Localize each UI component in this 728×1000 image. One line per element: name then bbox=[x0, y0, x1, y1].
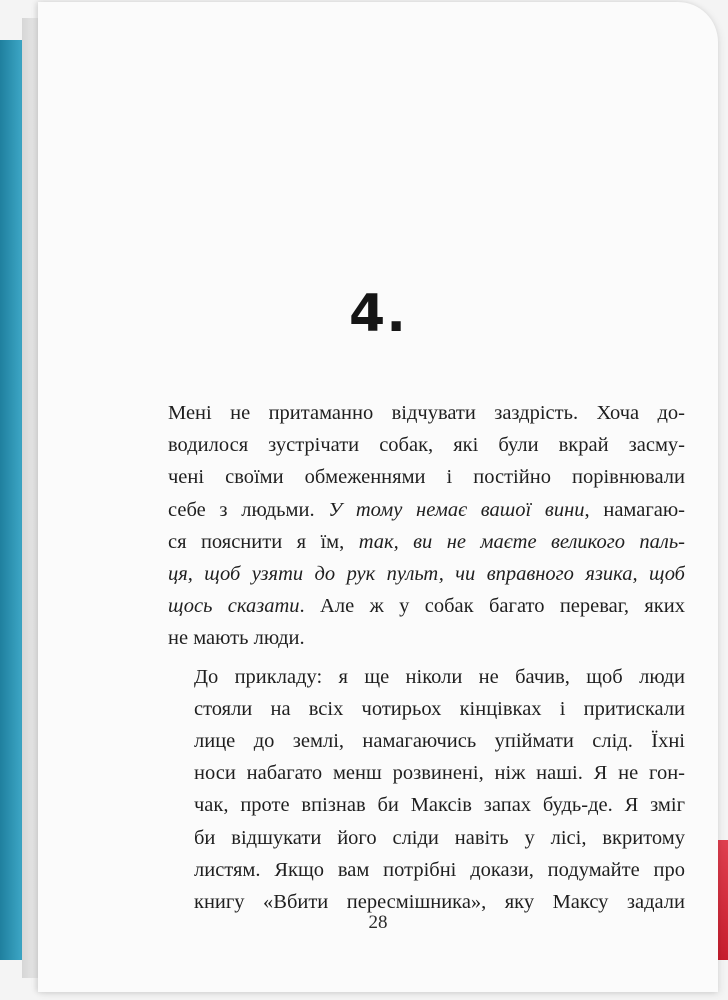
body-text bbox=[168, 397, 685, 918]
text-line: листям. Якщо вам потрібні докази, подумайте про bbox=[194, 858, 685, 881]
chapter-number: 4. bbox=[349, 284, 407, 344]
text-line: лице до землі, намагаючись упіймати слід. Їхні bbox=[194, 730, 685, 753]
text-line bbox=[168, 558, 685, 590]
text-line: книгу «Вбити пересмішника», яку Максу задали bbox=[194, 891, 685, 914]
text-line bbox=[168, 526, 685, 558]
text-segment: , намагаю- bbox=[584, 498, 685, 521]
italic-segment: так, ви не маєте великого паль- bbox=[358, 530, 685, 553]
text-line: стояли на всіх чотирьох кінцівках і притискали bbox=[194, 697, 685, 720]
text-segment: ся пояснити я їм, bbox=[168, 530, 359, 553]
page-number: 28 bbox=[368, 912, 388, 933]
text-line: би відшукати його сліди навіть у лісі, вкритому bbox=[194, 826, 685, 849]
text-line bbox=[168, 590, 685, 622]
text-line: Мені не притаманно відчувати заздрість. Хоча до- bbox=[168, 402, 685, 424]
text-line: не мають люди. bbox=[168, 627, 305, 650]
text-line: До прикладу: я ще ніколи не бачив, щоб люди bbox=[194, 665, 685, 688]
italic-segment: щось сказати bbox=[168, 595, 300, 618]
paragraph-1 bbox=[168, 397, 685, 655]
italic-segment: У тому немає вашої вини bbox=[328, 498, 585, 521]
text-line bbox=[168, 494, 685, 526]
paragraph-2 bbox=[168, 661, 685, 919]
text-segment: . Але ж у собак багато переваг, яких bbox=[299, 595, 685, 618]
text-line: чак, проте впізнав би Максів запах будь-де. Я зміг bbox=[194, 794, 685, 817]
text-line: водилося зустрічати собак, які були вкрай засму- bbox=[168, 434, 685, 457]
text-segment: себе з людьми. bbox=[168, 498, 329, 521]
text-line: носи набагато менш розвинені, ніж наші. Я не гон- bbox=[194, 762, 685, 785]
text-line: чені своїми обмеженнями і постійно порівнювали bbox=[168, 466, 685, 489]
book-page bbox=[38, 2, 718, 992]
italic-segment: ця, щоб узяти до рук пульт, чи вправного язика, щоб bbox=[168, 563, 685, 586]
